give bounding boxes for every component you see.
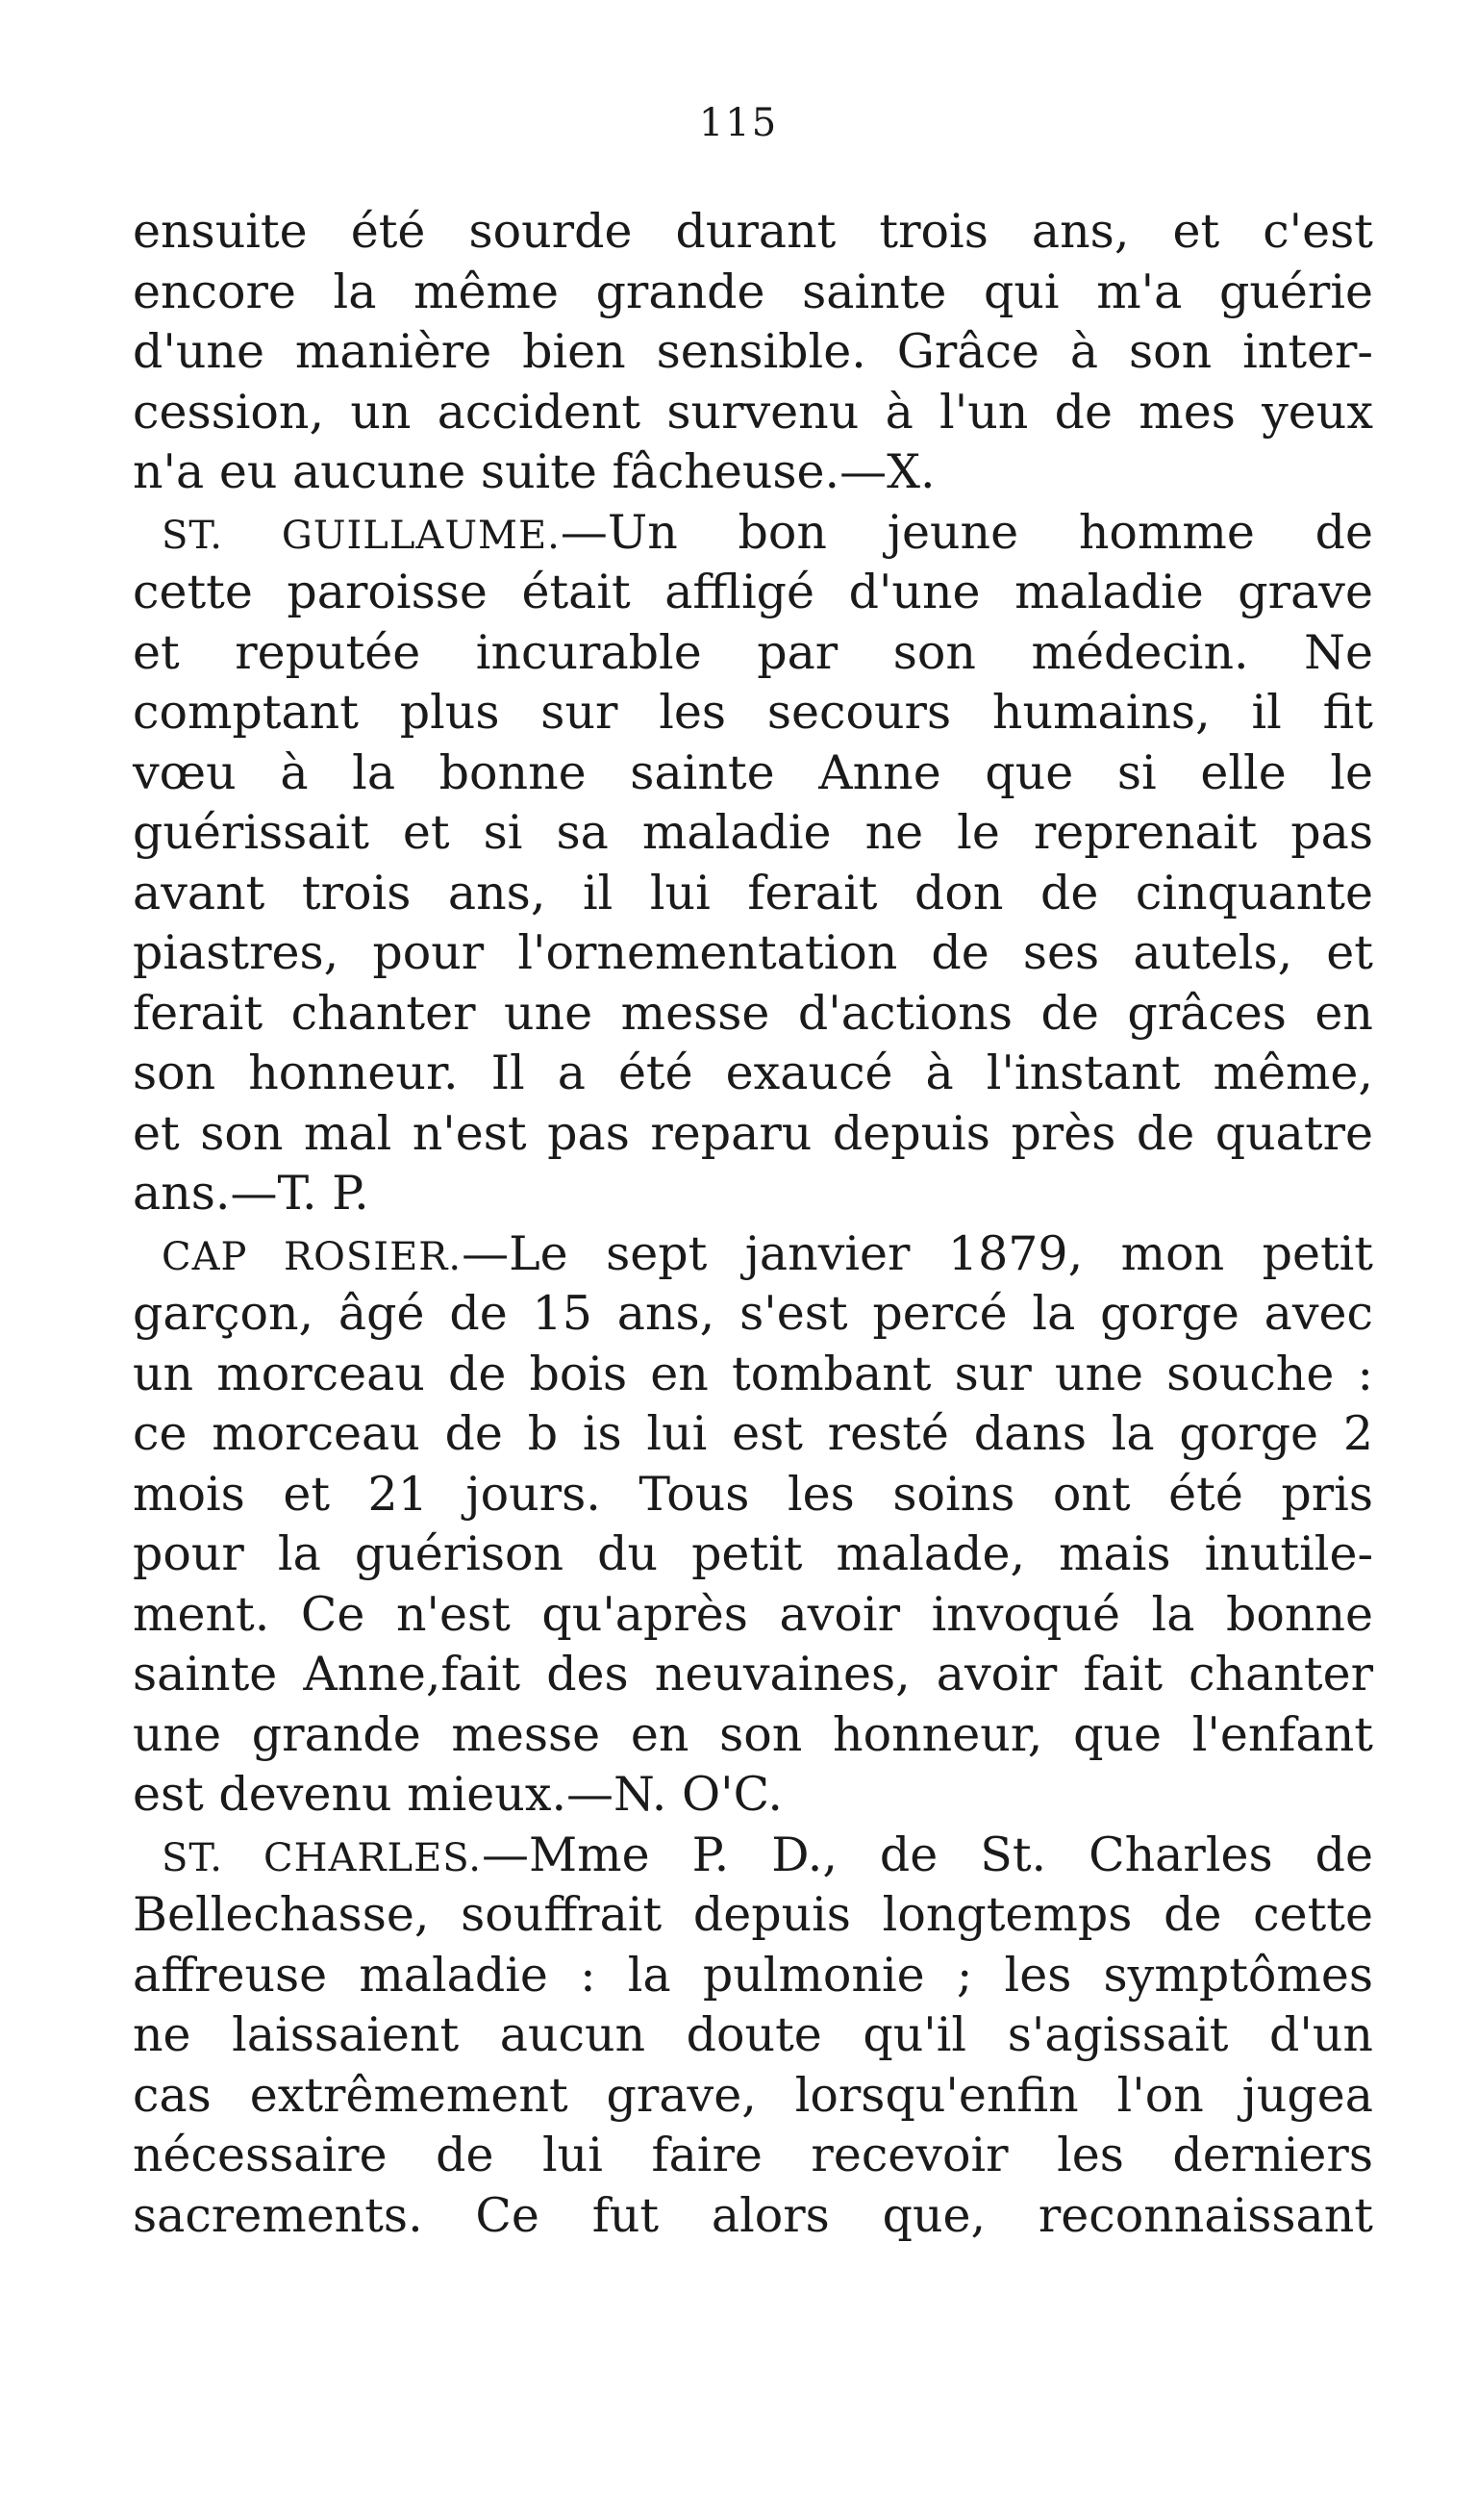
place-heading: ST. GUILLAUME.	[162, 513, 561, 558]
text-line: nécessaire de lui faire recevoir les derniers	[133, 2128, 1373, 2182]
text-line: ment. Ce n'est qu'après avoir invoqué la bonne	[133, 1586, 1373, 1642]
text-line: comptant plus sur les secours humains, il fit	[133, 685, 1373, 740]
place-heading: ST. CHARLES.	[162, 1835, 482, 1880]
text-line: ensuite été sourde durant trois ans, et c'est	[133, 204, 1373, 259]
text-line: ne laissaient aucun doute qu'il s'agissait d'un	[133, 2007, 1373, 2062]
text-line: ans.—T. P.	[133, 1166, 369, 1221]
text-line: une grande messe en son honneur, que l'enfant	[133, 1706, 1373, 1762]
text-line: sacrements. Ce fut alors que, reconnaissant	[133, 2187, 1373, 2243]
text-line: piastres, pour l'ornementation de ses autels, et	[133, 925, 1373, 980]
text-line: et reputée incurable par son médecin. Ne	[133, 624, 1373, 680]
text-line	[133, 503, 1373, 564]
text-line: mois et 21 jours. Tous les soins ont été pris	[133, 1466, 1373, 1522]
text-line: n'a eu aucune suite fâcheuse.—X.	[133, 444, 936, 499]
paragraph-1	[133, 202, 1373, 503]
paragraph-st-guillaume	[133, 503, 1373, 1224]
paragraph-cap-rosier	[133, 1224, 1373, 1826]
text-line: garçon, âgé de 15 ans, s'est percé la gorge avec	[133, 1286, 1373, 1341]
paragraph-st-charles	[133, 1826, 1373, 2247]
text-line: est devenu mieux.—N. O'C.	[133, 1767, 783, 1822]
text-line: cette paroisse était affligé d'une maladie grave	[133, 565, 1373, 619]
text-line	[133, 1224, 1373, 1285]
text-line: ferait chanter une messe d'actions de grâces en	[133, 985, 1373, 1041]
page-number: 115	[698, 101, 779, 145]
text-line: vœu à la bonne sainte Anne que si elle le	[133, 744, 1373, 800]
body-text	[133, 202, 1373, 2246]
text-line: son honneur. Il a été exaucé à l'instant même,	[133, 1046, 1373, 1100]
text-line: et son mal n'est pas reparu depuis près de quatre	[133, 1105, 1373, 1161]
text-line: guérissait et si sa maladie ne le reprenait pas	[133, 805, 1373, 860]
text-line: Bellechasse, souffrait depuis longtemps de cette	[133, 1887, 1373, 1942]
line-text: —Mme P. D., de St. Charles de	[482, 1827, 1373, 1882]
place-heading: CAP ROSIER.	[162, 1234, 463, 1279]
text-line: pour la guérison du petit malade, mais inutile-	[133, 1526, 1373, 1581]
text-line: avant trois ans, il lui ferait don de cinquante	[133, 865, 1373, 920]
text-line	[133, 1826, 1373, 1886]
text-line: d'une manière bien sensible. Grâce à son inter-	[133, 324, 1373, 379]
text-line: sainte Anne,fait des neuvaines, avoir fait chanter	[133, 1647, 1373, 1701]
text-line: ce morceau de b is lui est resté dans la gorge 2	[133, 1406, 1373, 1461]
text-line: affreuse maladie : la pulmonie ; les symptômes	[133, 1947, 1373, 2003]
text-line: cession, un accident survenu à l'un de mes yeux	[133, 384, 1373, 440]
text-line: encore la même grande sainte qui m'a guérie	[133, 264, 1373, 319]
line-text: —Un bon jeune homme de	[560, 504, 1373, 560]
line-text: —Le sept janvier 1879, mon petit	[462, 1225, 1373, 1281]
text-line: un morceau de bois en tombant sur une souche :	[133, 1346, 1373, 1401]
text-line: cas extrêmement grave, lorsqu'enfin l'on jugea	[133, 2067, 1373, 2123]
